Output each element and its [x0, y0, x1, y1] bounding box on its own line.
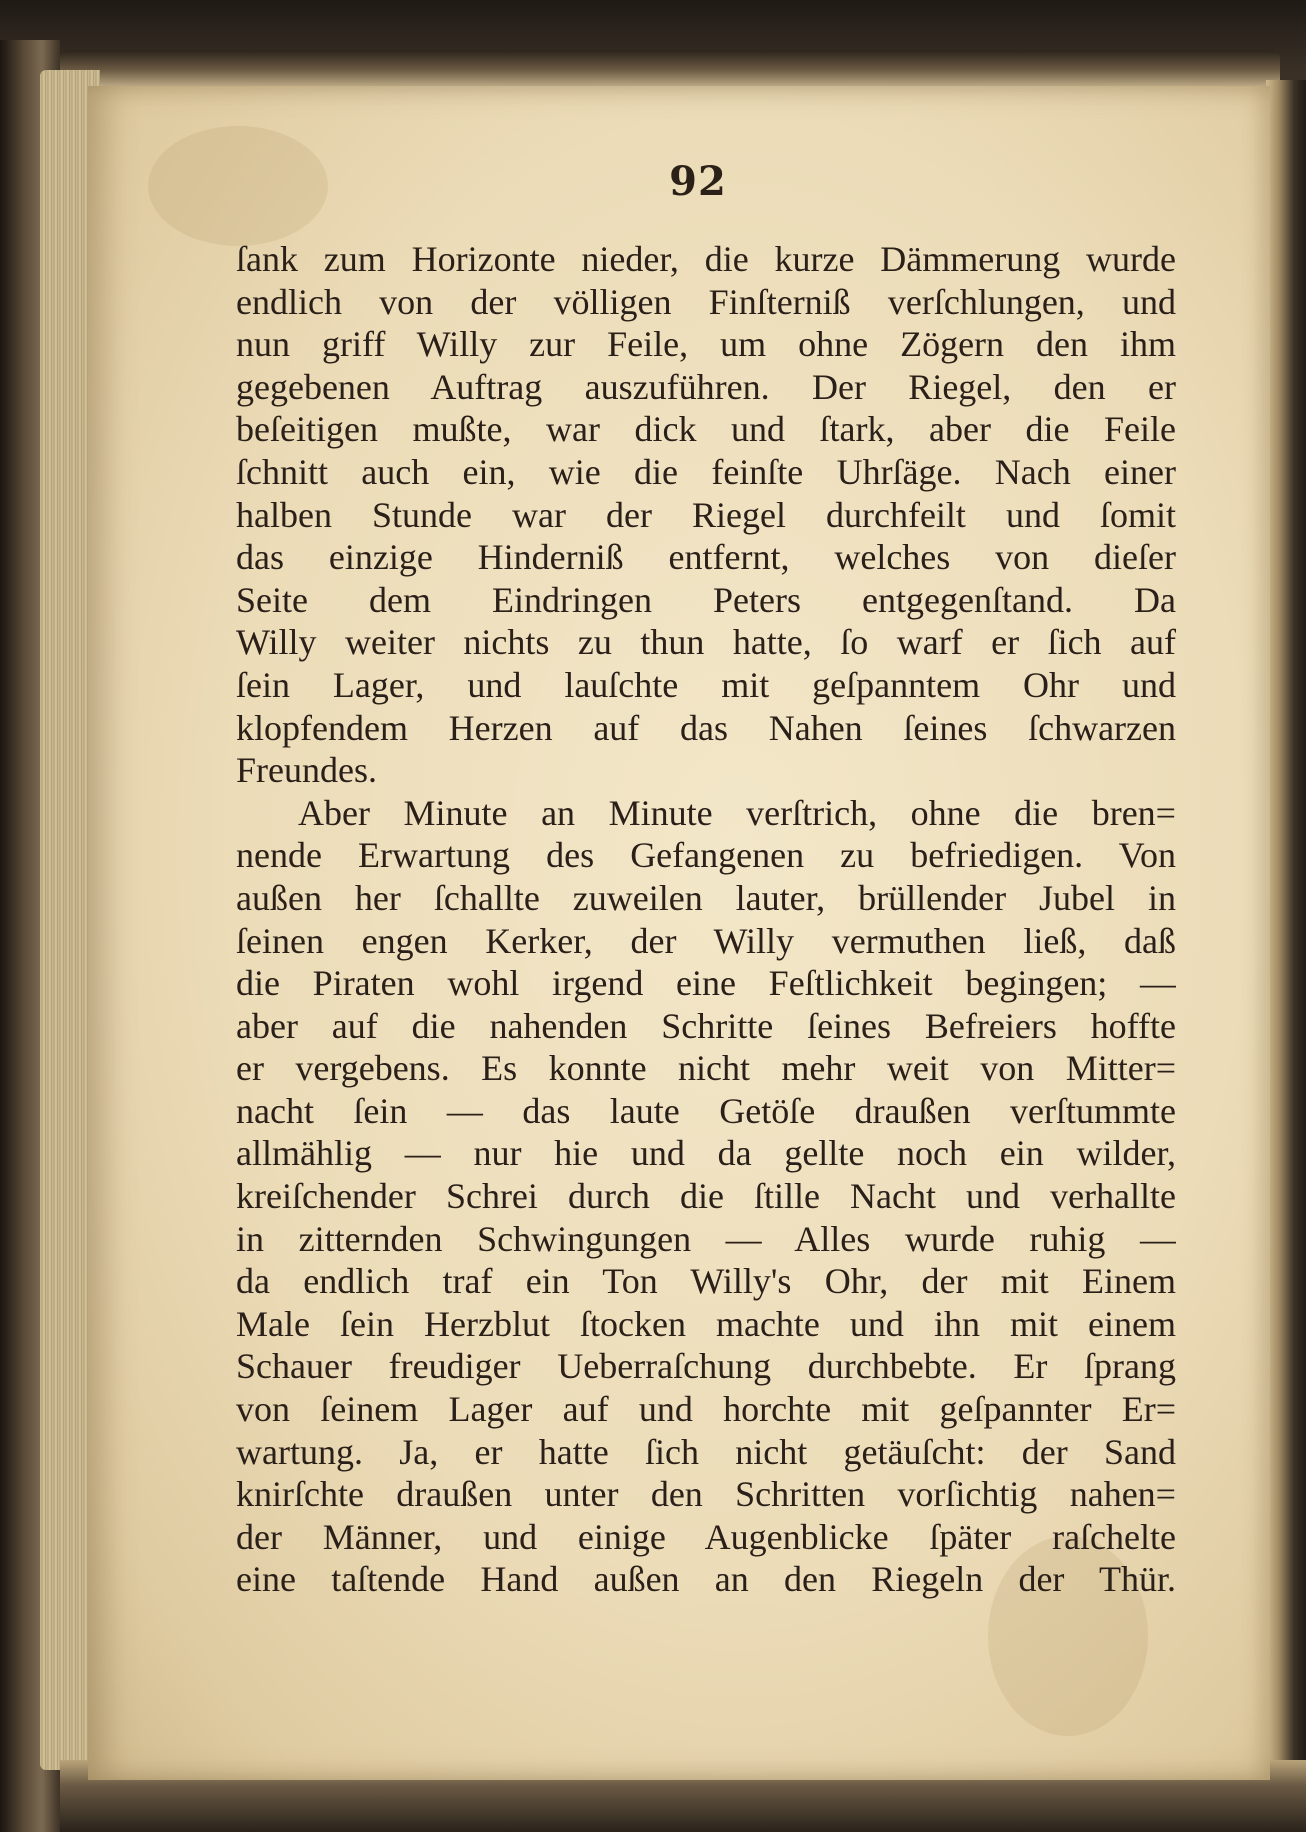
page-text: [236, 238, 1176, 1601]
text-line: Aber Minute an Minute verſtrich, ohne die bren=: [298, 792, 1176, 833]
text-line: endlich von der völligen Finſterniß verſchlungen, und: [236, 281, 1176, 322]
text-line: nende Erwartung des Gefangenen zu befriedigen. Von: [236, 835, 1176, 876]
text-line: ſein Lager, und lauſchte mit geſpanntem Ohr und: [236, 664, 1176, 705]
book-top-edge: [60, 50, 1280, 90]
text-line: die Piraten wohl irgend eine Feſtlichkeit begingen; —: [236, 963, 1176, 1004]
text-line: außen her ſchallte zuweilen lauter, brüllender Jubel in: [236, 877, 1176, 918]
page-number: 92: [669, 158, 727, 205]
text-line: das einzige Hinderniß entfernt, welches von dieſer: [236, 537, 1176, 578]
text-line: beſeitigen mußte, war dick und ſtark, aber die Feile: [236, 409, 1176, 450]
text-line: der Männer, und einige Augenblicke ſpäter raſchelte: [236, 1516, 1176, 1557]
text-line: wartung. Ja, er hatte ſich nicht getäuſcht: der Sand: [236, 1431, 1176, 1472]
text-line: ſchnitt auch ein, wie die feinſte Uhrſäge. Nach einer: [236, 451, 1176, 492]
text-line: da endlich traf ein Ton Willy's Ohr, der mit Einem: [236, 1261, 1176, 1302]
text-line: ſank zum Horizonte nieder, die kurze Dämmerung wurde: [236, 239, 1176, 279]
text-line: klopfendem Herzen auf das Nahen ſeines ſchwarzen: [236, 707, 1176, 748]
text-line: knirſchte draußen unter den Schritten vorſichtig nahen=: [236, 1474, 1176, 1515]
text-line: halben Stunde war der Riegel durchfeilt und ſomit: [236, 494, 1176, 535]
text-line: kreiſchender Schrei durch die ſtille Nacht und verhallte: [236, 1176, 1176, 1217]
text-line: Seite dem Eindringen Peters entgegenſtand. Da: [236, 579, 1176, 620]
text-line: Freundes.: [236, 750, 377, 791]
text-line: aber auf die nahenden Schritte ſeines Befreiers hoffte: [236, 1005, 1176, 1046]
text-line: nacht ſein — das laute Getöſe draußen verſtummte: [236, 1090, 1176, 1131]
text-line: er vergebens. Es konnte nicht mehr weit von Mitter=: [236, 1048, 1176, 1089]
text-line: Male ſein Herzblut ſtocken machte und ihn mit einem: [236, 1303, 1176, 1344]
text-line: ſeinen engen Kerker, der Willy vermuthen ließ, daß: [236, 920, 1176, 961]
text-line: allmählig — nur hie und da gellte noch ein wilder,: [236, 1133, 1176, 1174]
text-line: Willy weiter nichts zu thun hatte, ſo warf er ſich auf: [236, 622, 1176, 663]
text-line: gegebenen Auftrag auszuführen. Der Riegel, den er: [236, 366, 1176, 407]
text-line: von ſeinem Lager auf und horchte mit geſpannter Er=: [236, 1389, 1176, 1430]
book-right-edge: [1266, 80, 1306, 1800]
text-line: eine taſtende Hand außen an den Riegeln der Thür.: [236, 1559, 1176, 1600]
text-line: nun griff Willy zur Feile, um ohne Zögern den ihm: [236, 324, 1176, 365]
text-line: Schauer freudiger Ueberraſchung durchbebte. Er ſprang: [236, 1346, 1176, 1387]
text-line: in zitternden Schwingungen — Alles wurde ruhig —: [236, 1218, 1176, 1259]
